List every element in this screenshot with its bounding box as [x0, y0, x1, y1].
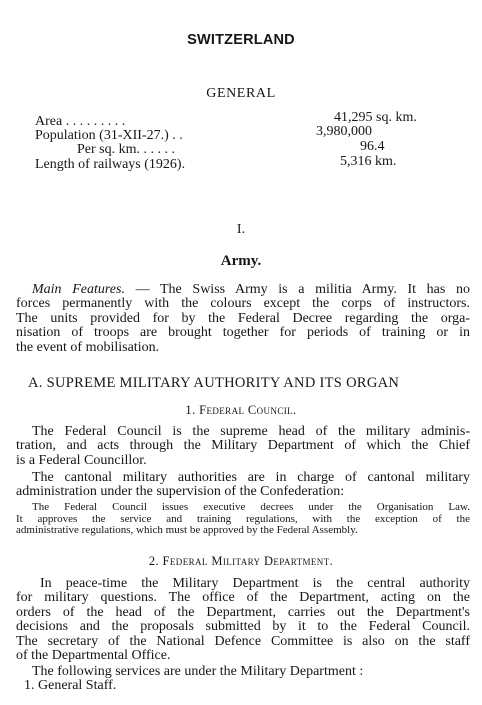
stat-label-per-sq-km: Per sq. km. . . . . . — [77, 142, 175, 157]
paragraph-line: It approves the service and training regulations, with the exception of the — [16, 512, 470, 525]
stat-label-population: Population (31-XII-27.) . . — [35, 128, 183, 143]
paragraph-line — [16, 283, 470, 297]
services-paragraph — [16, 665, 470, 694]
section-title: Army. — [220, 253, 262, 269]
section-heading-a: A. SUPREME MILITARY AUTHORITY AND ITS ORGAN — [28, 375, 400, 391]
paragraph-line: The Federal Council is the supreme head of the military adminis- — [32, 424, 470, 439]
cantonal-paragraph — [16, 471, 470, 500]
paragraph-line: The units provided for by the Federal Decree regarding the orga- — [16, 310, 470, 326]
paragraph-line: The Federal Council issues executive decrees under the Organisation Law. — [32, 501, 470, 513]
paragraph-line: The secretary of the National Defence Committee is also on the staff — [16, 633, 470, 649]
stat-value-per-sq-km: 96.4 — [360, 139, 385, 154]
stat-value-area: 41,295 sq. km. — [334, 110, 417, 125]
page-title: SWITZERLAND — [187, 32, 295, 48]
subheading-military-department: 2. Federal Military Department. — [148, 554, 334, 568]
paragraph-line: nisation of troops are brought together for periods of training or in — [16, 325, 470, 341]
paragraph-line: of the Departmental Office. — [16, 648, 171, 664]
list-item: 1. General Staff. — [24, 678, 117, 694]
subheading-federal-council: 1. Federal Council. — [185, 403, 297, 417]
paragraph-line: for military questions. The office of the Department, acting on the — [16, 590, 470, 606]
main-features-paragraph — [16, 283, 470, 355]
paragraph-line: The following services are under the Military Department : — [32, 664, 364, 679]
main-features-text: — The Swiss Army is a militia Army. It has no — [124, 282, 470, 297]
paragraph-line: administrative regulations, which must be approved by the Federal Assembly. — [16, 524, 358, 537]
paragraph-line: forces permanently with the colours except the corps of instructors. — [16, 296, 470, 312]
stat-label-railways: Length of railways (1926). — [35, 157, 186, 172]
stat-label-area: Area . . . . . . . . . — [35, 114, 126, 129]
stat-value-railways: 5,316 km. — [340, 154, 397, 169]
stat-value-population: 3,980,000 — [316, 124, 372, 139]
general-heading: GENERAL — [206, 86, 276, 101]
paragraph-line: is a Federal Councillor. — [16, 452, 147, 468]
paragraph-line: In peace-time the Military Department is the central authority — [40, 576, 470, 591]
section-numeral: I. — [236, 222, 246, 237]
main-features-lead: Main Features. — [32, 282, 125, 297]
paragraph-line: the event of mobilisation. — [16, 339, 160, 355]
paragraph-line: decisions and the proposals submitted by it to the Federal Council. — [16, 619, 470, 635]
paragraph-line: tration, and acts through the Military Department of which the Chief — [16, 438, 470, 454]
paragraph-line: administration under the supervision of the Confederation: — [16, 484, 345, 500]
federal-council-paragraph — [16, 425, 470, 468]
paragraph-line: The cantonal military authorities are in charge of cantonal military — [32, 470, 470, 485]
military-department-paragraph — [16, 577, 470, 663]
paragraph-line: orders of the head of the Department, carries out the Department's — [16, 604, 470, 620]
small-print-paragraph — [16, 502, 470, 537]
